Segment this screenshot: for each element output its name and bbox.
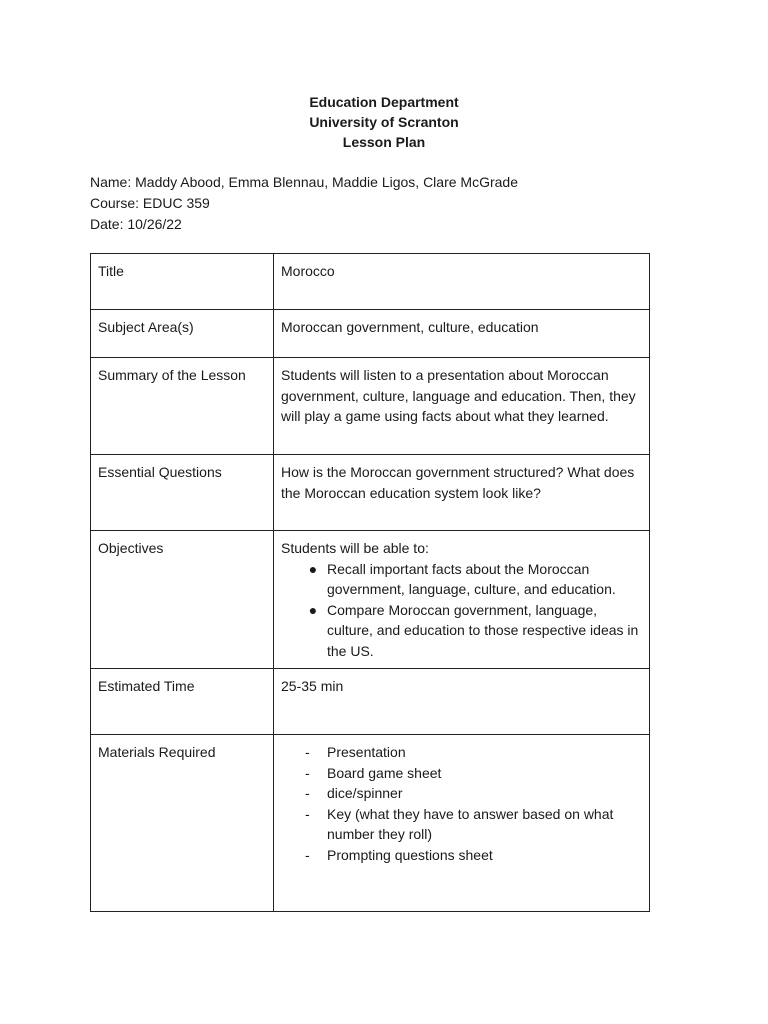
time-label: Estimated Time — [91, 669, 274, 735]
lesson-plan-table — [90, 253, 650, 912]
objectives-list — [281, 559, 642, 662]
materials-list — [281, 742, 642, 865]
row-materials — [91, 735, 650, 912]
course-line: Course: EDUC 359 — [90, 195, 210, 211]
row-objectives — [91, 531, 650, 669]
list-item — [305, 845, 642, 866]
objectives-intro: Students will be able to: — [281, 540, 429, 556]
material-text: Key (what they have to answer based on what number they roll) — [327, 805, 614, 842]
row-time — [91, 669, 650, 735]
list-item — [305, 742, 642, 763]
dash-icon: - — [305, 785, 310, 801]
objectives-label: Objectives — [91, 531, 274, 669]
names-line: Name: Maddy Abood, Emma Blennau, Maddie Ligos, Clare McGrade — [90, 174, 518, 190]
list-item — [305, 559, 642, 600]
objective-text: Recall important facts about the Moroccan government, language, culture, and education. — [327, 560, 616, 597]
summary-label: Summary of the Lesson — [91, 358, 274, 455]
document-type-heading: Lesson Plan — [342, 134, 426, 150]
materials-label: Materials Required — [91, 735, 274, 912]
date-line: Date: 10/26/22 — [90, 216, 182, 232]
dash-icon: - — [305, 846, 310, 863]
document-header — [0, 92, 768, 152]
list-item — [305, 804, 642, 845]
subject-value: Moroccan government, culture, education — [274, 310, 650, 358]
bullet-icon: ● — [308, 560, 318, 577]
time-value: 25-35 min — [274, 669, 650, 735]
title-value: Morocco — [274, 254, 650, 310]
list-item — [305, 763, 642, 784]
objectives-value — [274, 531, 650, 669]
university-heading: University of Scranton — [309, 114, 459, 130]
row-subject — [91, 310, 650, 358]
material-text: dice/spinner — [327, 785, 403, 801]
questions-value: How is the Moroccan government structured? What does the Moroccan education system look like? — [274, 455, 650, 531]
material-text: Board game sheet — [327, 764, 442, 781]
row-summary — [91, 358, 650, 455]
dash-icon: - — [305, 744, 310, 760]
summary-value: Students will listen to a presentation about Moroccan government, culture, language and education. Then, they will play a game using facts about what they learned. — [274, 358, 650, 455]
list-item — [305, 783, 642, 804]
material-text: Prompting questions sheet — [327, 846, 493, 863]
dash-icon: - — [305, 805, 310, 822]
list-item — [305, 600, 642, 662]
dash-icon: - — [305, 764, 310, 781]
title-label: Title — [91, 254, 274, 310]
row-title — [91, 254, 650, 310]
department-heading: Education Department — [309, 94, 459, 110]
subject-label: Subject Area(s) — [91, 310, 274, 358]
questions-label: Essential Questions — [91, 455, 274, 531]
objective-text: Compare Moroccan government, language, culture, and education to those respective ideas in the US. — [327, 601, 639, 659]
materials-value — [274, 735, 650, 912]
bullet-icon: ● — [308, 601, 318, 618]
row-questions — [91, 455, 650, 531]
info-block — [90, 172, 518, 235]
material-text: Presentation — [327, 744, 406, 760]
